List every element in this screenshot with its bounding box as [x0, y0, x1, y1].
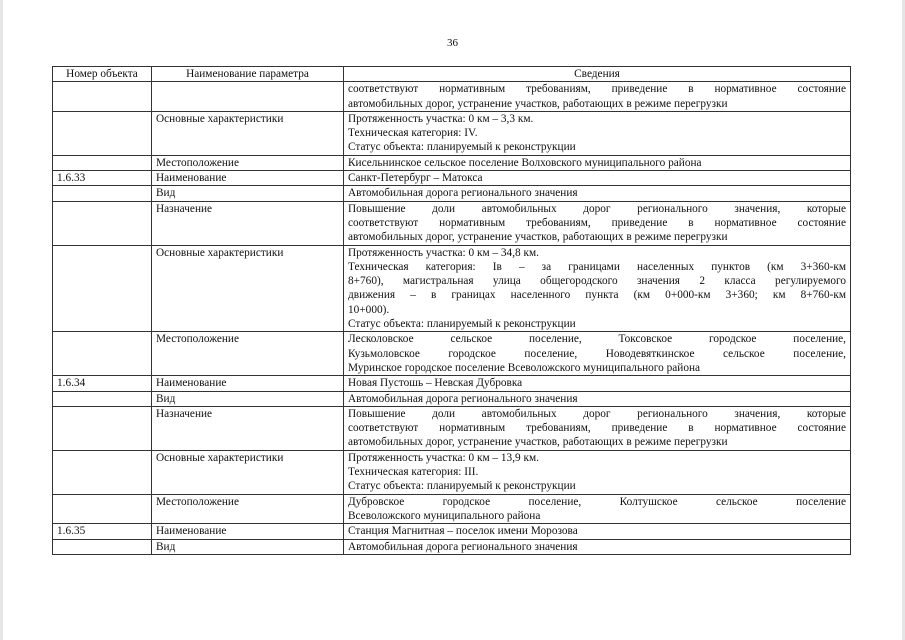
value-cell: соответствуют нормативным требованиям, приведение в нормативное состояние автомобильных дорог, устранение участков, работающих в режиме перегрузки [344, 82, 851, 112]
parameter-cell: Наименование [152, 524, 344, 539]
table-row [53, 245, 851, 332]
object-number-cell: 1.6.33 [53, 171, 152, 186]
parameter-cell: Местоположение [152, 494, 344, 524]
object-number-cell [53, 245, 152, 332]
table-row [53, 539, 851, 554]
object-number-cell [53, 111, 152, 155]
value-cell: Протяженность участка: 0 км – 34,8 км. Техническая категория: Iв – за границами населенных пунктов (км 3+360-км 8+760), магистральная улица общегородского значения 2 класса регулируемого движения – в границах населенного пункта (км 0+000-км 3+360; км 8+760-км 10+000). Статус объекта: планируемый к реконструкции [344, 245, 851, 332]
value-cell: Повышение доли автомобильных дорог регионального значения, которые соответствуют нормативным требованиям, приведение в нормативное состояние автомобильных дорог, устранение участков, работающих в режиме перегрузки [344, 201, 851, 245]
parameter-cell: Наименование [152, 171, 344, 186]
parameter-cell: Назначение [152, 406, 344, 450]
table-row [53, 82, 851, 112]
object-number-cell [53, 82, 152, 112]
object-number-cell [53, 494, 152, 524]
value-cell: Протяженность участка: 0 км – 3,3 км. Техническая категория: IV. Статус объекта: планируемый к реконструкции [344, 111, 851, 155]
object-number-cell: 1.6.35 [53, 524, 152, 539]
parameter-cell: Назначение [152, 201, 344, 245]
value-cell: Санкт-Петербург – Матокса [344, 171, 851, 186]
table-row [53, 171, 851, 186]
value-cell: Автомобильная дорога регионального значения [344, 186, 851, 201]
value-cell: Автомобильная дорога регионального значения [344, 539, 851, 554]
parameter-cell: Местоположение [152, 155, 344, 170]
object-number-cell [53, 391, 152, 406]
parameter-cell: Вид [152, 391, 344, 406]
value-cell: Новая Пустошь – Невская Дубровка [344, 376, 851, 391]
parameter-cell: Наименование [152, 376, 344, 391]
value-cell: Лесколовское сельское поселение, Токсовское городское поселение, Кузьмоловское городское поселение, Новодевяткинское сельское поселение, Муринское городское поселение Всеволожского муниципального района [344, 332, 851, 376]
table-row [53, 111, 851, 155]
table-row [53, 406, 851, 450]
header-details: Сведения [344, 67, 851, 82]
object-number-cell [53, 539, 152, 554]
scan-edge-left [0, 0, 3, 640]
object-number-cell: 1.6.34 [53, 376, 152, 391]
parameter-cell: Местоположение [152, 332, 344, 376]
table-row [53, 332, 851, 376]
object-number-cell [53, 186, 152, 201]
object-number-cell [53, 450, 152, 494]
value-cell: Кисельнинское сельское поселение Волховского муниципального района [344, 155, 851, 170]
table-row [53, 450, 851, 494]
object-number-cell [53, 155, 152, 170]
object-number-cell [53, 406, 152, 450]
objects-table [52, 66, 851, 555]
parameter-cell: Основные характеристики [152, 450, 344, 494]
table-row [53, 186, 851, 201]
table-row [53, 155, 851, 170]
parameter-cell: Вид [152, 186, 344, 201]
parameter-cell: Основные характеристики [152, 245, 344, 332]
parameter-cell: Основные характеристики [152, 111, 344, 155]
page-number: 36 [447, 37, 458, 49]
header-parameter-name: Наименование параметра [152, 67, 344, 82]
value-cell: Повышение доли автомобильных дорог регионального значения, которые соответствуют нормативным требованиям, приведение в нормативное состояние автомобильных дорог, устранение участков, работающих в режиме перегрузки [344, 406, 851, 450]
header-object-number: Номер объекта [53, 67, 152, 82]
parameter-cell: Вид [152, 539, 344, 554]
object-number-cell [53, 201, 152, 245]
table-row [53, 391, 851, 406]
table-row [53, 201, 851, 245]
value-cell: Дубровское городское поселение, Колтушское сельское поселение Всеволожского муниципального района [344, 494, 851, 524]
table-row [53, 524, 851, 539]
value-cell: Станция Магнитная – поселок имени Морозова [344, 524, 851, 539]
parameter-cell [152, 82, 344, 112]
value-cell: Автомобильная дорога регионального значения [344, 391, 851, 406]
table-header-row [53, 67, 851, 82]
table-row [53, 376, 851, 391]
value-cell: Протяженность участка: 0 км – 13,9 км. Техническая категория: III. Статус объекта: планируемый к реконструкции [344, 450, 851, 494]
object-number-cell [53, 332, 152, 376]
table-row [53, 494, 851, 524]
